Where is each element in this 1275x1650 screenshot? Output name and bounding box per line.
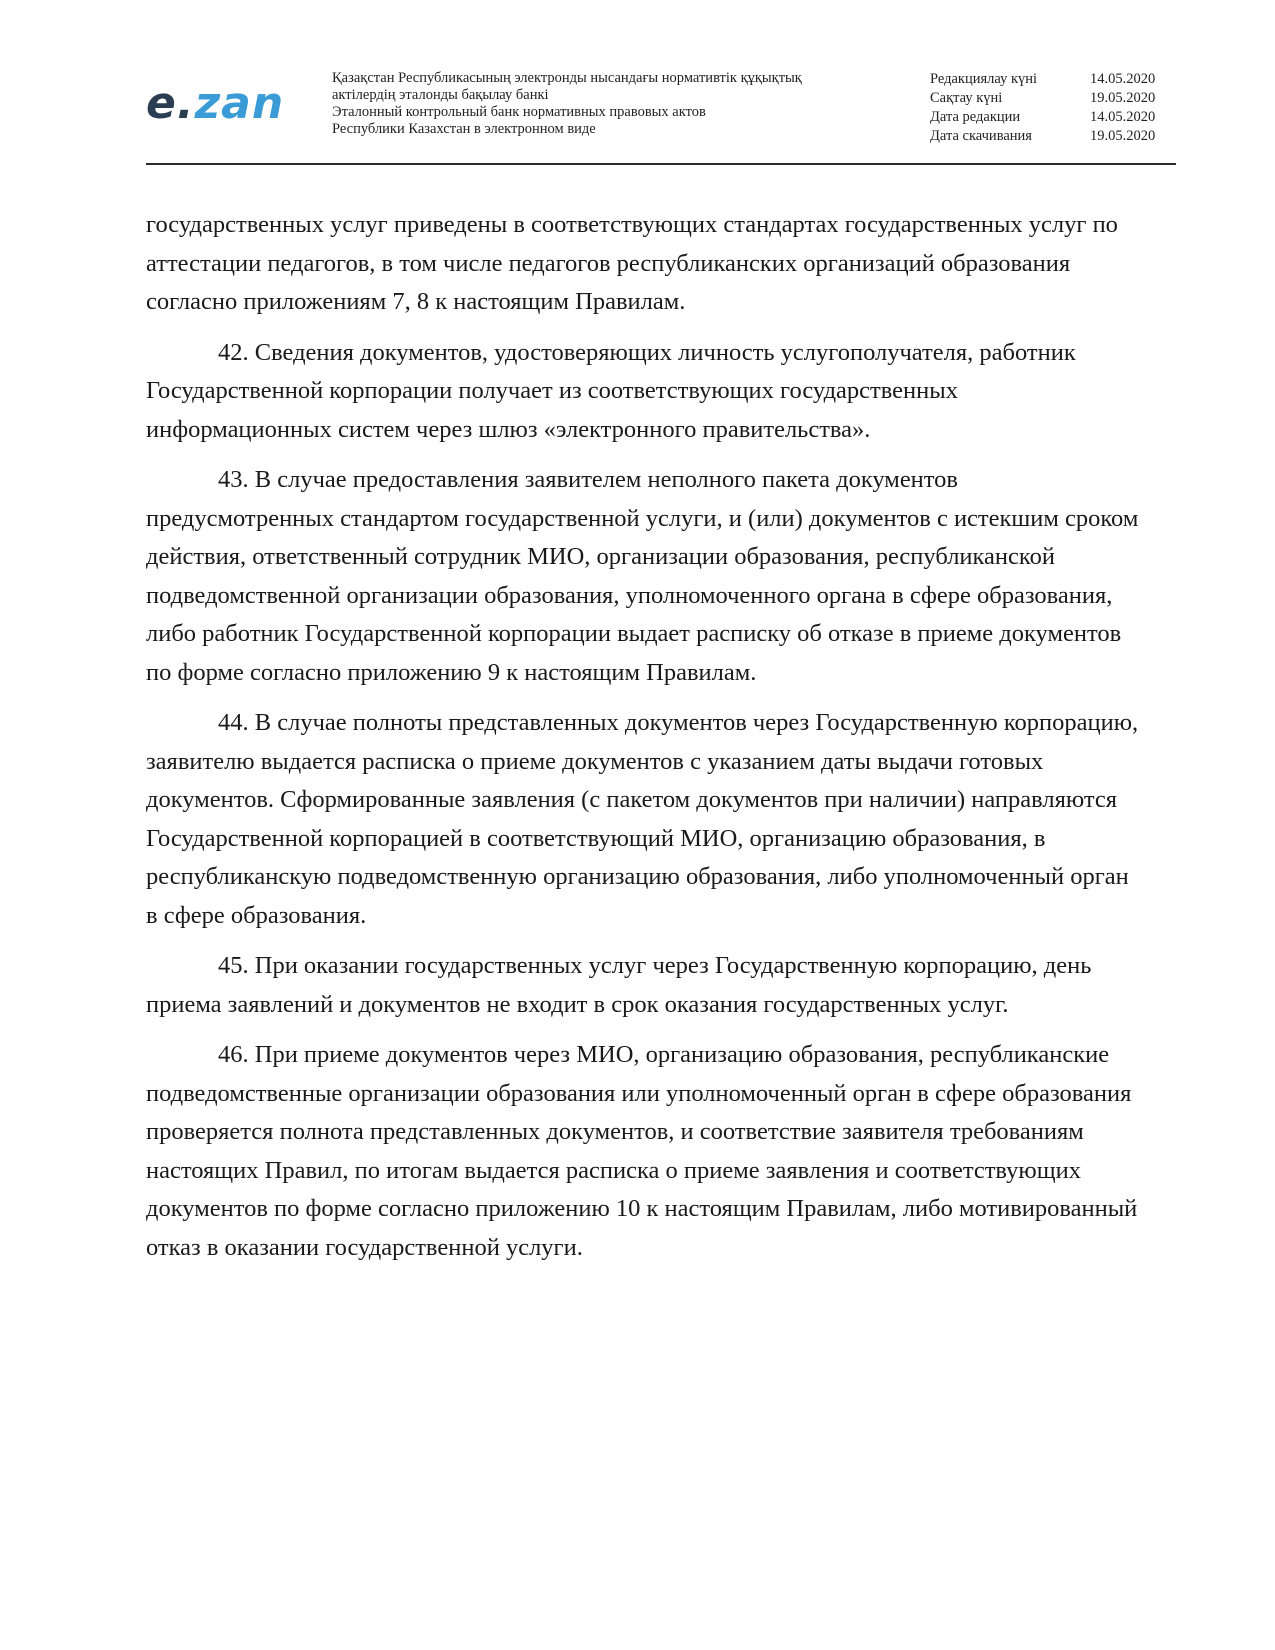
paragraph-46: 46. При приеме документов через МИО, организацию образования, республиканские подведомственные организации образования или уполномоченный орган в сфере образования проверяется полнота представленных документов, и соответствие заявителя требованиям настоящих Правил, по итогам выдается расписка о приеме заявления и соответствующих документов по форме согласно приложению 10 к настоящим Правилам, либо мотивированный отказ в оказании государственной услуги.: [146, 1041, 1138, 1261]
paragraph-43: 43. В случае предоставления заявителем неполного пакета документов предусмотренных стандартом государственной услуги, и (или) документов с истекшим сроком действия, ответственный сотрудник МИО, организации образования, республиканской подведомственной организации образования, уполномоченного органа в сфере образования, либо работник Государственной корпорации выдает расписку об отказе в приеме документов по форме согласно приложению 9 к настоящим Правилам.: [146, 466, 1139, 686]
bank-line: Республики Казахстан в электронном виде: [332, 121, 596, 137]
ezan-logo: [146, 78, 285, 129]
logo-dot: .: [176, 78, 195, 129]
date-label: Сақтау күні: [930, 90, 1003, 106]
logo-e: e: [146, 78, 177, 129]
document-body: [146, 206, 1146, 1279]
date-value: 14.05.2020: [1090, 71, 1156, 87]
bank-description: [332, 70, 872, 138]
bank-line: Эталонный контрольный банк нормативных правовых актов: [332, 104, 706, 120]
date-value: 14.05.2020: [1090, 109, 1156, 125]
bank-line: актілердің эталонды бақылау банкі: [332, 87, 549, 103]
bank-line: Қазақстан Республикасының электронды нысандағы нормативтік құқықтық: [332, 70, 802, 86]
date-label: Дата скачивания: [930, 128, 1032, 144]
date-row: [930, 127, 1176, 146]
date-label: Дата редакции: [930, 109, 1021, 125]
document-header: [146, 68, 1176, 164]
dates-table: [930, 70, 1176, 146]
date-value: 19.05.2020: [1090, 90, 1156, 106]
logo-zan: zan: [194, 78, 285, 129]
date-row: [930, 108, 1176, 127]
paragraph-continuation: государственных услуг приведены в соответствующих стандартах государственных услуг по аттестации педагогов, в том числе педагогов республиканских организаций образования согласно приложениям 7, 8 к настоящим Правилам.: [146, 211, 1118, 315]
paragraph-45: 45. При оказании государственных услуг через Государственную корпорацию, день приема заявлений и документов не входит в срок оказания государственных услуг.: [146, 952, 1092, 1018]
date-row: [930, 89, 1176, 108]
paragraph-44: 44. В случае полноты представленных документов через Государственную корпорацию, заявителю выдается расписка о приеме документов с указанием даты выдачи готовых документов. Сформированные заявления (с пакетом документов при наличии) направляются Государственной корпорацией в соответствующий МИО, организацию образования, в республиканскую подведомственную организацию образования, либо уполномоченный орган в сфере образования.: [146, 709, 1139, 929]
date-row: [930, 70, 1176, 89]
date-value: 19.05.2020: [1090, 128, 1156, 144]
header-divider: [146, 163, 1176, 165]
date-label: Редакциялау күні: [930, 71, 1038, 87]
paragraph-42: 42. Сведения документов, удостоверяющих личность услугополучателя, работник Государственной корпорации получает из соответствующих государственных информационных систем через шлюз «электронного правительства».: [146, 338, 1076, 443]
